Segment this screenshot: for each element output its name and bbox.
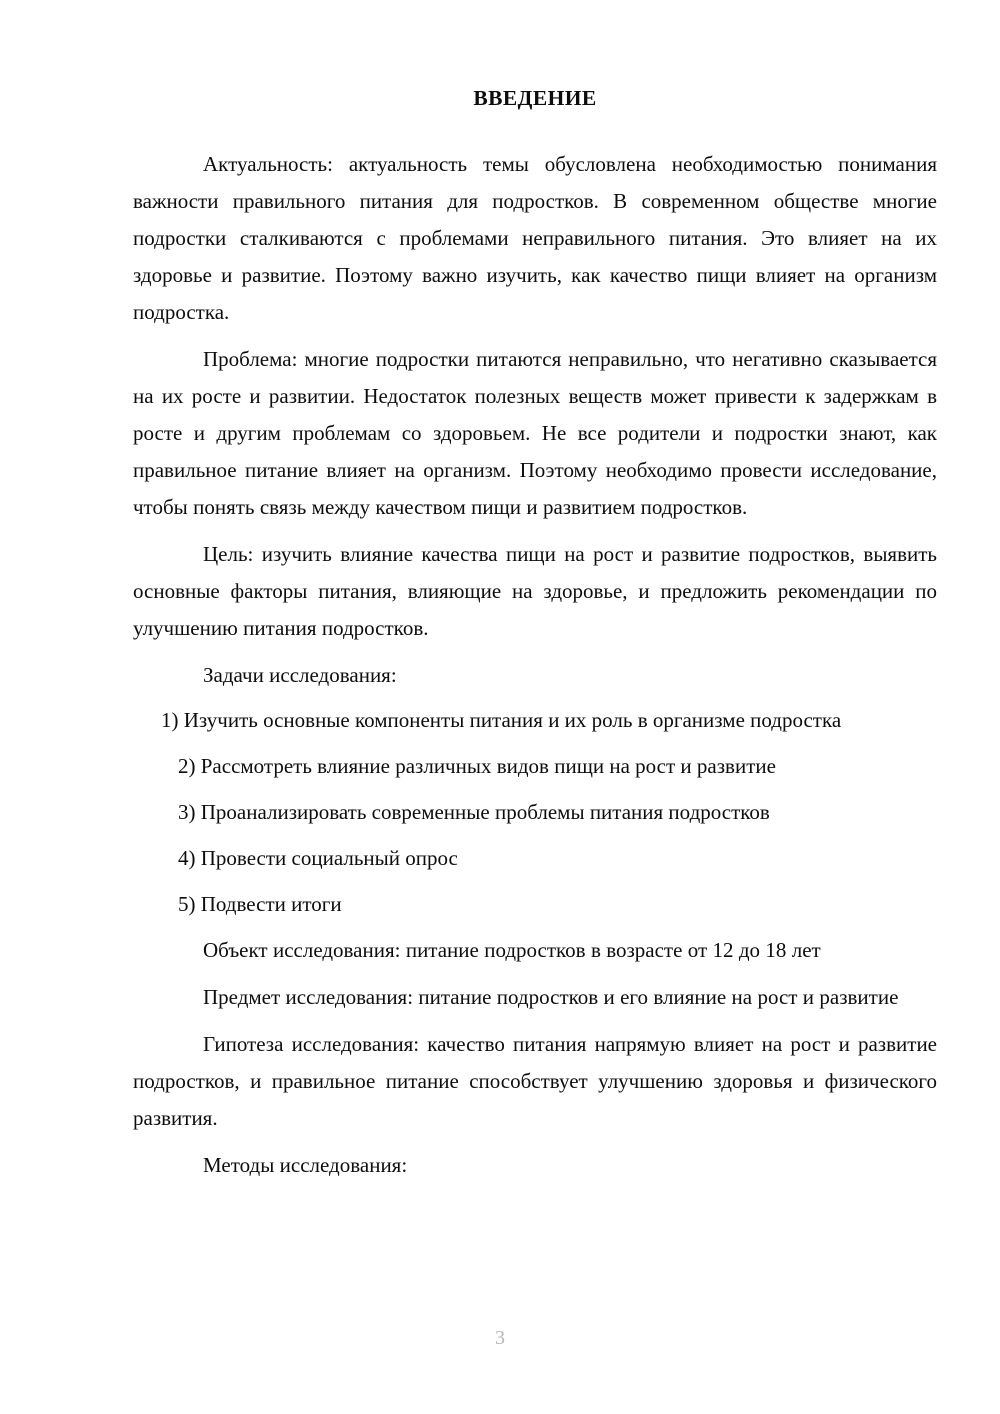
page-number: 3	[495, 1327, 505, 1349]
list-item: 3) Проанализировать современные проблемы питания подростков	[178, 799, 770, 824]
page-title: ВВЕДЕНИЕ	[473, 86, 597, 110]
paragraph-hypothesis: Гипотеза исследования: качество питания напрямую влияет на рост и развитие подростков, и правильное питание способствует улучшению здоровья и физического развития.	[133, 1031, 937, 1130]
document-body	[133, 86, 937, 1194]
list-item: 2) Рассмотреть влияние различных видов пищи на рост и развитие	[178, 753, 776, 778]
paragraph-subject: Предмет исследования: питание подростков и его влияние на рост и развитие	[203, 984, 899, 1009]
list-item: 4) Провести социальный опрос	[178, 845, 458, 870]
tasks-heading: Задачи исследования:	[203, 662, 397, 687]
list-item: 5) Подвести итоги	[178, 891, 342, 916]
list-item: 1) Изучить основные компоненты питания и их роль в организме подростка	[161, 707, 842, 732]
methods-heading: Методы исследования:	[203, 1152, 408, 1177]
paragraph-relevance: Актуальность: актуальность темы обусловлена необходимостью понимания важности правильного питания для подростков. В современном обществе многие подростки сталкиваются с проблемами неправильного питания. Это влияет на их здоровье и развитие. Поэтому важно изучить, как качество пищи влияет на организм подростка.	[133, 151, 937, 324]
paragraph-goal: Цель: изучить влияние качества пищи на рост и развитие подростков, выявить основные факторы питания, влияющие на здоровье, и предложить рекомендации по улучшению питания подростков.	[133, 541, 937, 640]
paragraph-object: Объект исследования: питание подростков в возрасте от 12 до 18 лет	[203, 937, 821, 962]
paragraph-problem: Проблема: многие подростки питаются неправильно, что негативно сказывается на их росте и развитии. Недостаток полезных веществ может привести к задержкам в росте и другим проблемам со здоровьем. Не все родители и подростки знают, как правильное питание влияет на организм. Поэтому необходимо провести исследование, чтобы понять связь между качеством пищи и развитием подростков.	[133, 346, 937, 519]
